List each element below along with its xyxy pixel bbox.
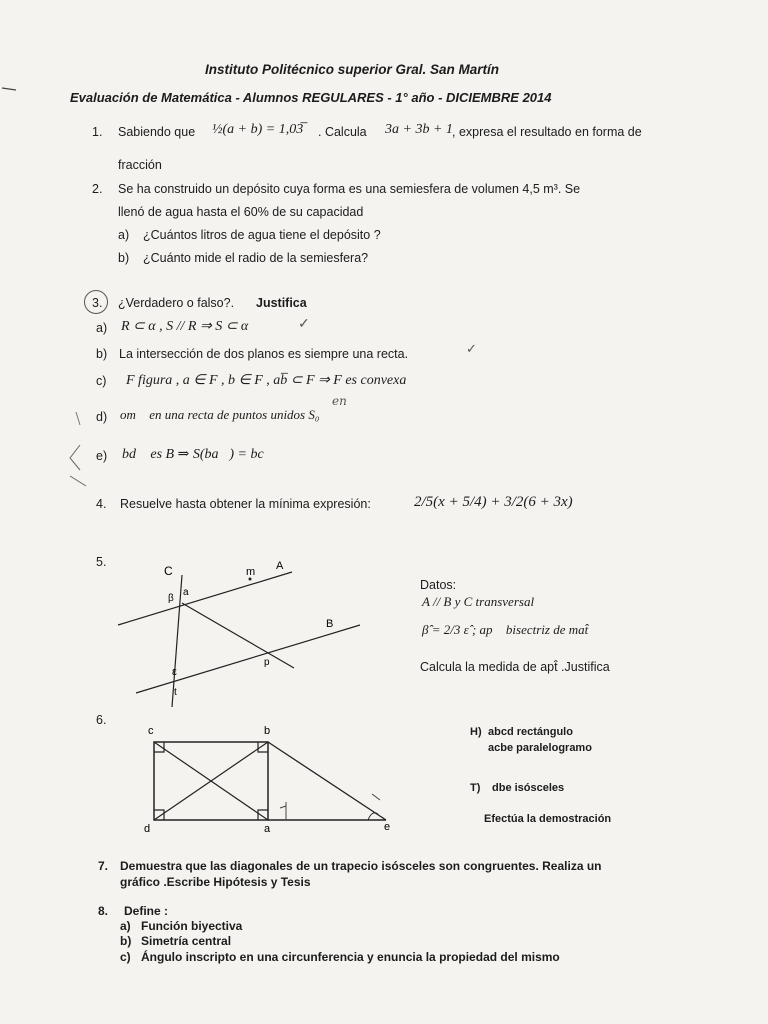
q5-datos-line2: β̂ = 2/3 ε̂ ; ap⃗ bisectriz de mat̂ bbox=[422, 622, 589, 637]
label-beta: β bbox=[168, 593, 174, 604]
q5-calc: Calcula la medida de apt̂ .Justifica bbox=[420, 660, 610, 674]
q8-title: Define : bbox=[124, 904, 169, 918]
q5-figure bbox=[110, 555, 370, 715]
label-m: m bbox=[246, 566, 256, 578]
q3-annotation: en bbox=[332, 394, 347, 408]
q1-prefix: Sabiendo que bbox=[118, 125, 196, 139]
q7-line1: Demuestra que las diagonales de un trapecio isósceles son congruentes. Realiza un bbox=[120, 859, 602, 873]
q7-number: 7. bbox=[98, 859, 109, 873]
q3-justify: Justifica bbox=[256, 296, 307, 310]
margin-marks bbox=[0, 0, 120, 500]
q8-c-label: c) bbox=[120, 950, 131, 964]
q4-text: Resuelve hasta obtener la mínima expresión: bbox=[120, 497, 371, 511]
q3-d-label: d) bbox=[96, 410, 108, 424]
label-e: e bbox=[384, 821, 391, 833]
q2-a-text: ¿Cuántos litros de agua tiene el depósito ? bbox=[143, 228, 381, 242]
q6-demo: Efectúa la demostración bbox=[484, 813, 612, 825]
q3-e-label: e) bbox=[96, 449, 108, 463]
line-a bbox=[118, 572, 292, 625]
q8-b-label: b) bbox=[120, 934, 132, 948]
q2-line2: llenó de agua hasta el 60% de su capacidad bbox=[118, 205, 364, 219]
q5-datos-line1: A // B y C transversal bbox=[422, 594, 535, 609]
q7-line2: gráfico .Escribe Hipótesis y Tesis bbox=[120, 875, 311, 889]
label-t: t bbox=[174, 687, 177, 698]
q1-calc-expression: 3a + 3b + 1 bbox=[385, 122, 453, 137]
q8-a-label: a) bbox=[120, 919, 131, 933]
check-mark-icon: ✓ bbox=[298, 316, 310, 332]
q6-h-line2: acbe paralelogramo bbox=[488, 742, 592, 754]
q3-intro: ¿Verdadero o falso?. bbox=[118, 296, 235, 310]
check-mark-icon: ✓ bbox=[466, 342, 477, 357]
q1-number: 1. bbox=[92, 125, 103, 139]
label-c: c bbox=[148, 725, 154, 737]
q1-expression: ½(a + b) = 1,03̅ bbox=[212, 122, 304, 137]
label-eps: ε bbox=[172, 666, 177, 678]
q6-t-text: dbe isósceles bbox=[492, 782, 565, 794]
q3-d-text: om⃡ en una recta de puntos unidos S₀ bbox=[120, 407, 320, 422]
q3-c-label: c) bbox=[96, 374, 107, 388]
line-b bbox=[136, 625, 360, 693]
q6-number: 6. bbox=[96, 713, 107, 727]
institution-title: Instituto Politécnico superior Gral. San Martín bbox=[205, 62, 500, 77]
q8-c-text: Ángulo inscripto en una circunferencia y enuncia la propiedad del mismo bbox=[141, 950, 560, 964]
label-a: a bbox=[264, 823, 271, 835]
q8-b-text: Simetría central bbox=[141, 934, 232, 948]
q4-expression: 2/5(x + 5/4) + 3/2(6 + 3x) bbox=[414, 494, 573, 510]
q2-b-label: b) bbox=[118, 251, 130, 265]
q5-number: 5. bbox=[96, 555, 107, 569]
q2-a-label: a) bbox=[118, 228, 130, 242]
q6-figure bbox=[140, 722, 400, 837]
q6-h-line1: abcd rectángulo bbox=[488, 726, 573, 738]
exam-title: Evaluación de Matemática - Alumnos REGULARES - 1° año - DICIEMBRE 2014 bbox=[70, 90, 552, 105]
q1-line2: fracción bbox=[118, 158, 162, 172]
q2-number: 2. bbox=[92, 182, 103, 196]
q3-e-text: bd⃗ es B ⇒ S(ba⃗) = bc⃗ bbox=[122, 447, 275, 462]
q6-t-label: T) bbox=[470, 782, 481, 794]
q3-b-text: La intersección de dos planos es siempre una recta. bbox=[119, 347, 409, 361]
q6-h-label: H) bbox=[470, 726, 482, 738]
q8-number: 8. bbox=[98, 904, 109, 918]
label-b: b bbox=[264, 725, 271, 737]
label-p: p bbox=[264, 657, 270, 668]
q1-middle: . Calcula bbox=[318, 125, 367, 139]
label-B: B bbox=[326, 618, 334, 630]
bisector-line bbox=[182, 603, 294, 668]
label-C: C bbox=[164, 564, 173, 578]
label-d: d bbox=[144, 823, 151, 835]
q2-b-text: ¿Cuánto mide el radio de la semiesfera? bbox=[143, 251, 369, 265]
q5-datos-title: Datos: bbox=[420, 578, 457, 592]
q8-a-text: Función biyectiva bbox=[141, 919, 243, 933]
label-A: A bbox=[276, 560, 284, 572]
q3-c-text: F figura , a ∈ F , b ∈ F , ab̅ ⊂ F ⇒ F es convexa bbox=[126, 373, 407, 388]
label-a: a bbox=[183, 587, 189, 598]
q3-number: 3. bbox=[92, 296, 103, 310]
q1-suffix: , expresa el resultado en forma de bbox=[452, 125, 642, 139]
q2-line1: Se ha construido un depósito cuya forma es una semiesfera de volumen 4,5 m³. Se bbox=[118, 182, 581, 196]
q4-number: 4. bbox=[96, 497, 107, 511]
q3-b-label: b) bbox=[96, 347, 108, 361]
q3-a-text: R ⊂ α , S // R ⇒ S ⊂ α bbox=[121, 319, 249, 334]
q3-a-label: a) bbox=[96, 321, 108, 335]
